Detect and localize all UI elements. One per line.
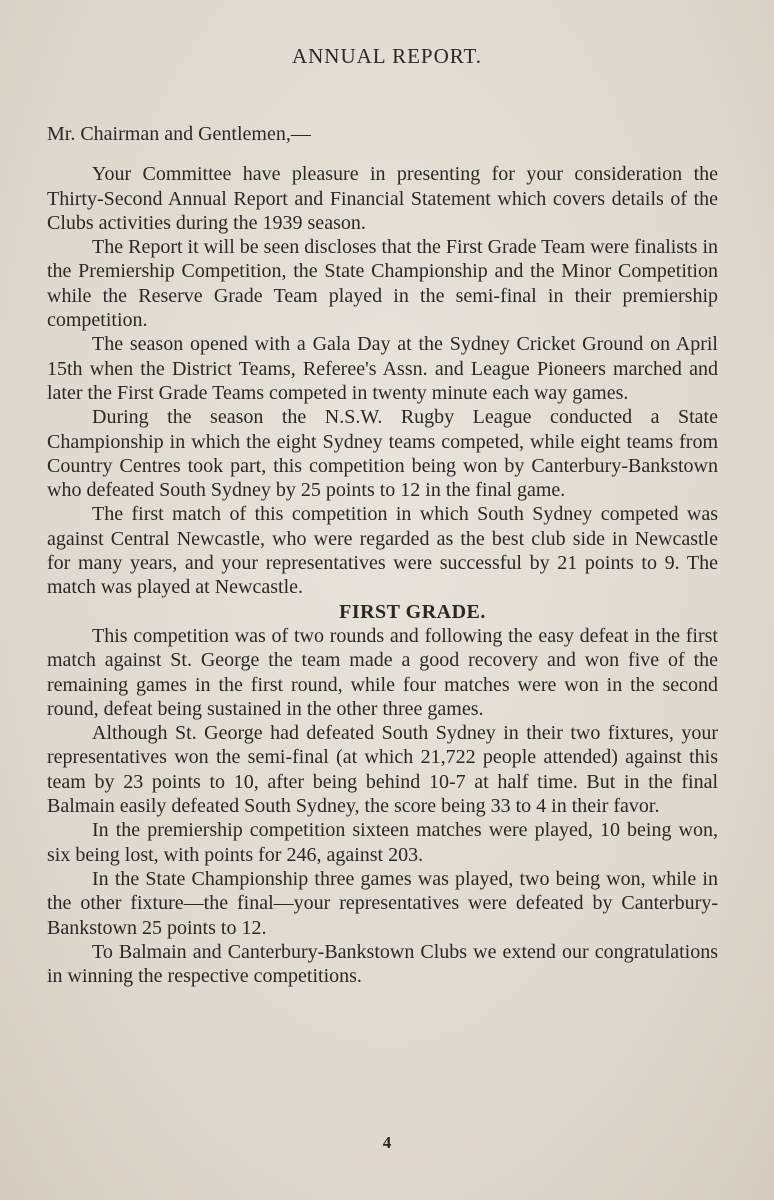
salutation: Mr. Chairman and Gentlemen,— (47, 123, 311, 145)
document-title: ANNUAL REPORT. (291, 44, 483, 68)
paragraph-intro-1: Your Committee have pleasure in presenting for your consideration the Thirty-Second Annual Report and Financial Statement which covers details of the Clubs activities during the 1939 season. (47, 163, 718, 234)
paragraph-first-grade-2: Although St. George had defeated South Sydney in their two fixtures, your representatives won the semi-final (at which 21,722 people attended) against this team by 23 points to 10, after being behind 10-7 at half time. But in the final Balmain easily defeated South Sydney, the score being 33 to 4 in their favor. (47, 722, 718, 818)
paragraph-intro-4: During the season the N.S.W. Rugby League conducted a State Championship in which the eight Sydney teams competed, while eight teams from Country Centres took part, this competition being won by Canterbury-Bankstown who defeated South Sydney by 25 points to 12 in the final game. (47, 406, 718, 502)
paragraph-intro-2: The Report it will be seen discloses that the First Grade Team were finalists in the Premiership Competition, the State Championship and the Minor Competition while the Reserve Grade Team played in the semi-final in their premiership competition. (47, 236, 718, 332)
paragraph-first-grade-5: To Balmain and Canterbury-Bankstown Clubs we extend our congratulations in winning the respective competitions. (47, 940, 718, 988)
document-body (47, 122, 718, 988)
page-number: 4 (382, 1133, 392, 1152)
paragraph-first-grade-3: In the premiership competition sixteen matches were played, 10 being won, six being lost, with points for 246, against 203. (47, 819, 718, 866)
paragraph-intro-3: The season opened with a Gala Day at the Sydney Cricket Ground on April 15th when the District Teams, Referee's Assn. and League Pioneers marched and later the First Grade Teams competed in twenty minute each way games. (47, 333, 718, 404)
section-heading-first-grade: FIRST GRADE. (339, 600, 486, 623)
paragraph-first-grade-1: This competition was of two rounds and following the easy defeat in the first match against St. George the team made a good recovery and won five of the remaining games in the first round, while four matches were won in the second round, defeat being sustained in the other three games. (47, 624, 718, 720)
paragraph-intro-5: The first match of this competition in which South Sydney competed was against Central Newcastle, who were regarded as the best club side in Newcastle for many years, and your representatives were successful by 21 points to 9. The match was played at Newcastle. (47, 503, 718, 599)
paragraph-first-grade-4: In the State Championship three games was played, two being won, while in the other fixture—the final—your representatives were defeated by Canterbury-Bankstown 25 points to 12. (47, 867, 718, 939)
